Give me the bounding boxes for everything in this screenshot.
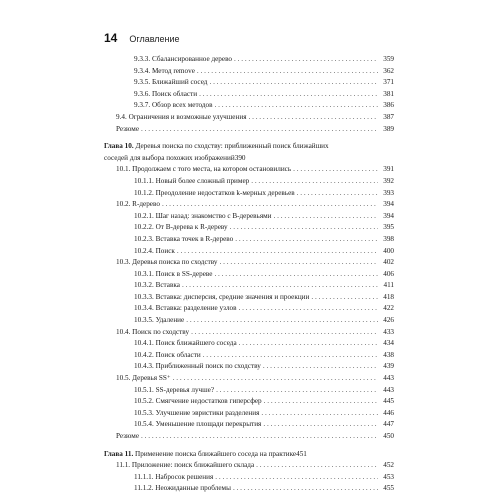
toc-entry[interactable] bbox=[104, 385, 394, 397]
running-header bbox=[104, 31, 180, 45]
chapter-page: 390 bbox=[234, 153, 246, 162]
toc-entry[interactable] bbox=[104, 211, 394, 223]
toc-entry-title: 9.3.4. Метод remove bbox=[134, 66, 195, 75]
chapter-11-heading[interactable] bbox=[104, 449, 394, 461]
toc-entry-title: 10.1. Продолжаем с того места, на котором остановились bbox=[116, 165, 292, 174]
toc-entry-title: 10.3. Деревья поиска по сходству bbox=[116, 258, 218, 267]
toc-entry[interactable] bbox=[104, 431, 394, 443]
toc-entry[interactable] bbox=[104, 327, 394, 339]
toc-entry-page: 395 bbox=[383, 223, 394, 232]
toc-entry-page: 445 bbox=[383, 397, 394, 406]
toc-entry-title: 10.4. Поиск по сходству bbox=[116, 327, 190, 336]
chapter-label: Глава 10. bbox=[104, 142, 134, 151]
toc-entry-page: 406 bbox=[383, 269, 394, 278]
toc-entry-title: 10.2.1. Шаг назад: знакомство с B-деревьями bbox=[134, 211, 272, 220]
chapter-page: 451 bbox=[296, 449, 307, 458]
toc-entry-title: Резюме bbox=[116, 124, 140, 133]
toc-entry-title: 10.5.1. SS-деревья лучше? bbox=[134, 385, 215, 394]
dot-leader bbox=[215, 100, 378, 112]
dot-leader bbox=[191, 327, 378, 339]
dot-leader bbox=[209, 77, 378, 89]
toc-entry[interactable] bbox=[104, 373, 394, 385]
dot-leader bbox=[264, 396, 378, 408]
toc-entry-page: 426 bbox=[383, 316, 394, 325]
toc-entry[interactable] bbox=[104, 112, 394, 124]
toc-entry-page: 418 bbox=[383, 292, 394, 301]
toc-entry-page: 386 bbox=[383, 101, 394, 110]
dot-leader bbox=[235, 234, 378, 246]
toc-entry-title: 9.3.6. Поиск области bbox=[134, 89, 198, 98]
dot-leader bbox=[297, 188, 378, 200]
toc-entry-page: 391 bbox=[383, 165, 394, 174]
toc-entry-title: 11.1.1. Набросок решения bbox=[134, 472, 214, 481]
toc-entry[interactable] bbox=[104, 199, 394, 211]
dot-leader bbox=[215, 472, 378, 484]
dot-leader bbox=[220, 257, 378, 269]
toc-entry-title: 10.4.3. Приближенный поиск по сходству bbox=[134, 362, 261, 371]
toc-entry-title: 10.2.2. От B-дерева к R-дереву bbox=[134, 223, 228, 232]
toc-entry-page: 371 bbox=[383, 78, 394, 87]
toc-entry-page: 394 bbox=[383, 211, 394, 220]
toc-entry[interactable] bbox=[104, 100, 394, 112]
dot-leader bbox=[216, 385, 378, 397]
toc-entry-title: 10.3.1. Поиск в SS-дереве bbox=[134, 269, 213, 278]
chapter-title-line1: Применение поиска ближайшего соседа на практике bbox=[135, 449, 297, 458]
toc-entry-page: 398 bbox=[383, 234, 394, 243]
toc-entry-page: 450 bbox=[383, 432, 394, 440]
chapter-10-heading[interactable] bbox=[104, 141, 394, 164]
chapter-title-line1: Деревья поиска по сходству: приближенный поиск ближайших bbox=[135, 142, 329, 151]
toc-entry-title: Резюме bbox=[116, 432, 140, 440]
toc-entry-page: 422 bbox=[383, 304, 394, 313]
dot-leader bbox=[199, 89, 378, 101]
dot-leader bbox=[203, 350, 378, 362]
toc-entry[interactable] bbox=[104, 315, 394, 327]
dot-leader bbox=[293, 164, 378, 176]
dot-leader bbox=[263, 361, 378, 373]
toc-entry[interactable] bbox=[104, 303, 394, 315]
toc-entry-page: 359 bbox=[383, 55, 394, 63]
toc-entry-title: 10.3.4. Вставка: разделение узлов bbox=[134, 304, 237, 313]
toc-entry-page: 387 bbox=[383, 112, 394, 121]
toc-entry-title: 9.3.7. Обзор всех методов bbox=[134, 101, 213, 110]
toc-entry[interactable] bbox=[104, 361, 394, 373]
dot-leader bbox=[234, 54, 378, 66]
toc-group-chapter11 bbox=[104, 460, 394, 495]
toc-entry-page: 446 bbox=[383, 408, 394, 417]
toc-entry-page: 362 bbox=[383, 66, 394, 75]
dot-leader bbox=[311, 292, 378, 304]
toc-entry-title: 10.5.4. Уменьшение площади перекрытия bbox=[134, 420, 262, 429]
toc-entry-page: 452 bbox=[383, 461, 394, 470]
toc-entry-page: 411 bbox=[383, 281, 394, 290]
toc-entry-page: 402 bbox=[383, 258, 394, 267]
dot-leader bbox=[197, 66, 378, 78]
toc-entry-page: 443 bbox=[383, 385, 394, 394]
dot-leader bbox=[141, 431, 378, 443]
toc-entry-page: 434 bbox=[383, 339, 394, 348]
dot-leader bbox=[141, 124, 378, 136]
toc-entry-title: 11.1.2. Неожиданные проблемы bbox=[134, 484, 231, 493]
toc-entry-page: 438 bbox=[383, 350, 394, 359]
toc-entry-title: 10.2.3. Вставка точек в R-дерево bbox=[134, 234, 234, 243]
toc-entry-title: 10.1.2. Преодоление недостатков k-мерных деревьев bbox=[134, 188, 295, 197]
toc-entry[interactable] bbox=[104, 77, 394, 89]
toc-entry-title: 9.3.5. Ближайший сосед bbox=[134, 78, 208, 87]
toc-entry[interactable] bbox=[104, 483, 394, 495]
dot-leader bbox=[233, 483, 378, 495]
dot-leader bbox=[214, 269, 378, 281]
toc-entry[interactable] bbox=[104, 460, 394, 472]
toc-entry-page: 439 bbox=[383, 362, 394, 371]
toc-entry-title: 10.1.1. Новый более сложный пример bbox=[134, 176, 250, 185]
toc-entry[interactable] bbox=[104, 164, 394, 176]
toc-entry[interactable] bbox=[104, 419, 394, 431]
dot-leader bbox=[177, 246, 378, 258]
toc-entry-title: 10.4.2. Поиск области bbox=[134, 350, 201, 359]
toc-entry-page: 392 bbox=[383, 176, 394, 185]
toc-entry[interactable] bbox=[104, 396, 394, 408]
toc-entry[interactable] bbox=[104, 269, 394, 281]
toc-entry[interactable] bbox=[104, 188, 394, 200]
dot-leader bbox=[274, 211, 378, 223]
toc-group-chapter10 bbox=[104, 164, 394, 442]
toc-entry[interactable] bbox=[104, 66, 394, 78]
toc-entry-page: 447 bbox=[383, 420, 394, 429]
toc-entry[interactable] bbox=[104, 124, 394, 136]
running-title: Оглавление bbox=[129, 34, 180, 44]
toc-entry[interactable] bbox=[104, 472, 394, 484]
toc-entry[interactable] bbox=[104, 234, 394, 246]
toc-entry[interactable] bbox=[104, 257, 394, 269]
toc-entry-title: 10.5. Деревья SS⁺ bbox=[116, 374, 171, 383]
toc-entry-page: 453 bbox=[383, 472, 394, 481]
dot-leader bbox=[251, 176, 378, 188]
table-of-contents bbox=[104, 54, 394, 495]
toc-entry-title: 9.3.3. Сбалансированное дерево bbox=[134, 55, 233, 63]
toc-entry-title: 10.2.4. Поиск bbox=[134, 246, 175, 255]
dot-leader bbox=[261, 408, 378, 420]
dot-leader bbox=[256, 460, 378, 472]
toc-entry-page: 389 bbox=[383, 124, 394, 133]
dot-leader bbox=[239, 303, 378, 315]
toc-entry-page: 400 bbox=[383, 246, 394, 255]
toc-entry-title: 9.4. Ограничения и возможные улучшения bbox=[116, 112, 247, 121]
toc-entry[interactable] bbox=[104, 222, 394, 234]
dot-leader bbox=[186, 315, 378, 327]
toc-entry-page: 393 bbox=[383, 188, 394, 197]
toc-entry-title: 11.1. Приложение: поиск ближайшего склада bbox=[116, 461, 255, 470]
toc-entry-title: 10.2. R-дерево bbox=[116, 200, 160, 209]
chapter-label: Глава 11. bbox=[104, 449, 134, 458]
toc-entry-page: 455 bbox=[383, 484, 394, 493]
dot-leader bbox=[162, 199, 378, 211]
toc-entry-title: 10.3.5. Удаление bbox=[134, 316, 185, 325]
dot-leader bbox=[173, 373, 378, 385]
toc-entry-title: 10.5.3. Улучшение эвристики разделения bbox=[134, 408, 260, 417]
dot-leader bbox=[249, 112, 378, 124]
page-number: 14 bbox=[104, 31, 118, 45]
toc-entry[interactable] bbox=[104, 54, 394, 66]
toc-entry-title: 10.5.2. Смягчение недостатков гиперсфер bbox=[134, 397, 262, 406]
toc-group-chapter9-tail bbox=[104, 54, 394, 135]
toc-entry[interactable] bbox=[104, 280, 394, 292]
toc-entry-title: 10.4.1. Поиск ближайшего соседа bbox=[134, 339, 237, 348]
toc-entry[interactable] bbox=[104, 89, 394, 101]
dot-leader bbox=[182, 280, 378, 292]
toc-entry-title: 10.3.3. Вставка: дисперсия, средние значения и проекции bbox=[134, 292, 310, 301]
toc-entry[interactable] bbox=[104, 408, 394, 420]
toc-entry[interactable] bbox=[104, 338, 394, 350]
dot-leader bbox=[263, 419, 378, 431]
toc-entry-title: 10.3.2. Вставка bbox=[134, 281, 180, 290]
toc-entry-page: 443 bbox=[383, 374, 394, 383]
chapter-title-line2: соседей для выбора похожих изображений bbox=[104, 153, 235, 162]
toc-entry[interactable] bbox=[104, 246, 394, 258]
toc-entry-page: 394 bbox=[383, 200, 394, 209]
dot-leader bbox=[230, 222, 378, 234]
toc-entry-page: 433 bbox=[383, 327, 394, 336]
toc-entry-page: 381 bbox=[383, 89, 394, 98]
dot-leader bbox=[239, 338, 378, 350]
toc-entry[interactable] bbox=[104, 176, 394, 188]
toc-entry[interactable] bbox=[104, 350, 394, 362]
toc-entry[interactable] bbox=[104, 292, 394, 304]
